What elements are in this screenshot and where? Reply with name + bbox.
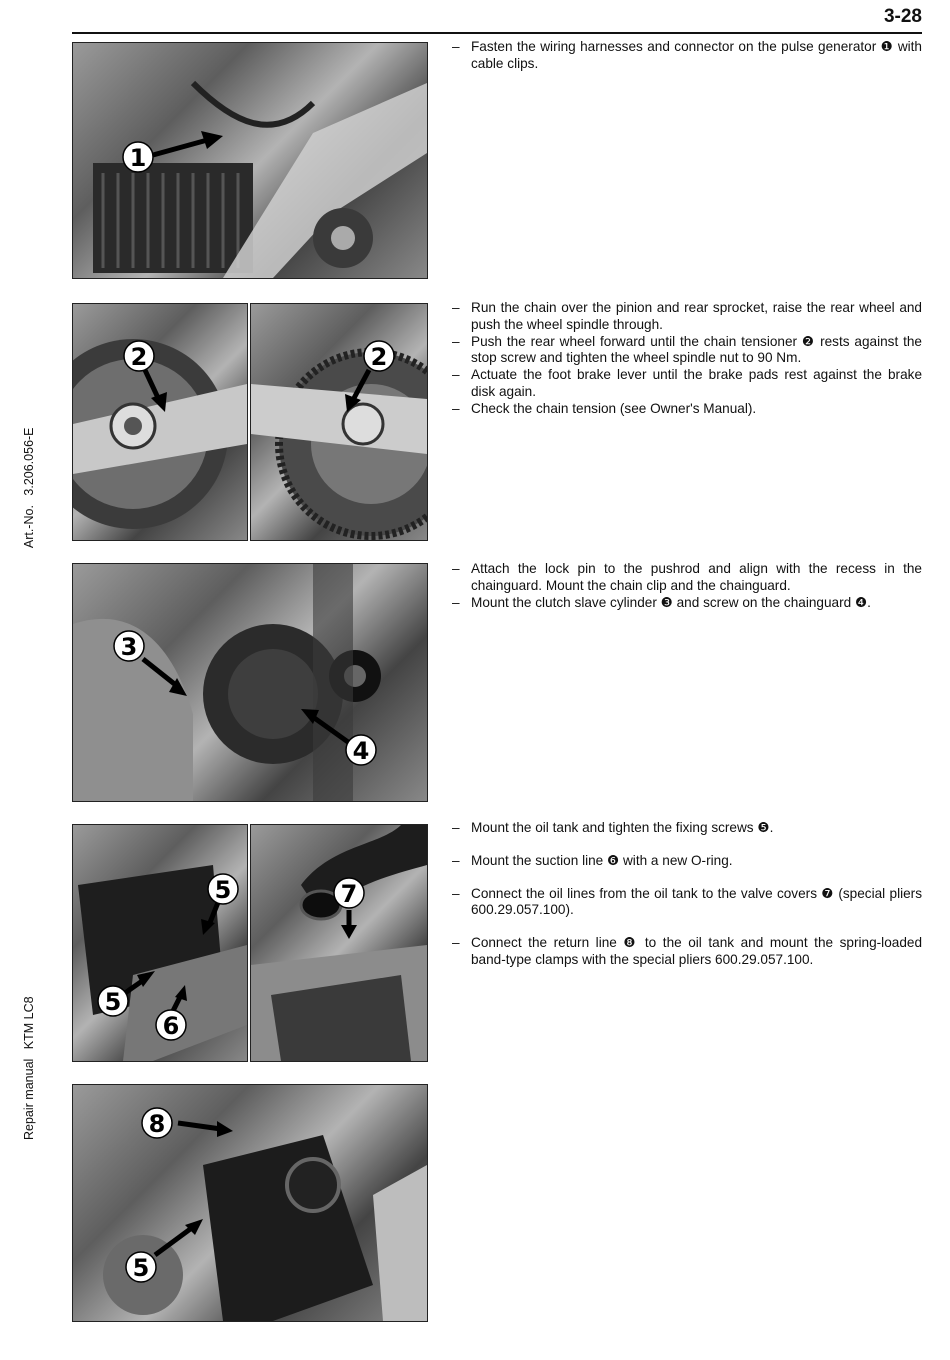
photo-chainguard [72,563,428,802]
photo-return-line [72,1084,428,1322]
callout-1: 1 [129,144,147,172]
step-bullet: – Attach the lock pin to the pushrod and align with the recess in the chainguard. Mount the chain clip and the chainguard. [452,561,922,595]
sidebar-art-label: Art.-No. [22,505,36,549]
photo-rear-wheel-left [72,303,248,541]
step-text-section-4 [452,820,922,969]
step-bullet: – Push the rear wheel forward until the chain tensioner ❷ rests against the stop screw and tighten the wheel spindle nut to 90 Nm. [452,334,922,368]
step-bullet: – Mount the suction line ❻ with a new O-ring. [452,853,922,870]
step-text-section-1 [452,39,922,73]
callout-6: 6 [162,1012,180,1040]
step-bullet: – Mount the clutch slave cylinder ❸ and screw on the chainguard ❹. [452,595,922,612]
sidebar-art-number: 3.206.056-E [22,427,36,496]
callout-8: 8 [148,1110,166,1138]
callout-2: 2 [370,343,388,371]
photo-pulse-generator [72,42,428,279]
callout-4: 4 [352,737,370,765]
callout-5: 5 [214,876,232,904]
step-text-section-3 [452,561,922,611]
step-bullet: – Fasten the wiring harnesses and connector on the pulse generator ❶ with cable clips. [452,39,922,73]
photo-oil-tank-left [72,824,248,1062]
callout-5: 5 [104,988,122,1016]
callout-5: 5 [132,1254,150,1282]
header-rule [72,32,922,34]
callout-2: 2 [130,343,148,371]
callout-3: 3 [120,633,138,661]
step-text-section-2 [452,300,922,418]
step-bullet: – Mount the oil tank and tighten the fixing screws ❺. [452,820,922,837]
sidebar-label [22,427,36,1140]
step-bullet: – Check the chain tension (see Owner's Manual). [452,401,922,418]
sidebar-model: KTM LC8 [22,996,36,1050]
photo-rear-wheel-right [250,303,428,541]
step-bullet: – Actuate the foot brake lever until the brake pads rest against the brake disk again. [452,367,922,401]
photo-valve-cover-lines [250,824,428,1062]
sidebar-manual: Repair manual [22,1058,36,1140]
step-bullet: – Connect the oil lines from the oil tank to the valve covers ❼ (special pliers 600.29.057.100). [452,886,922,920]
step-bullet: – Connect the return line ❽ to the oil tank and mount the spring-loaded band-type clamps with the special pliers 600.29.057.100. [452,935,922,969]
callout-7: 7 [340,880,358,908]
step-bullet: – Run the chain over the pinion and rear sprocket, raise the rear wheel and push the wheel spindle through. [452,300,922,334]
page-number: 3-28 [883,6,922,27]
